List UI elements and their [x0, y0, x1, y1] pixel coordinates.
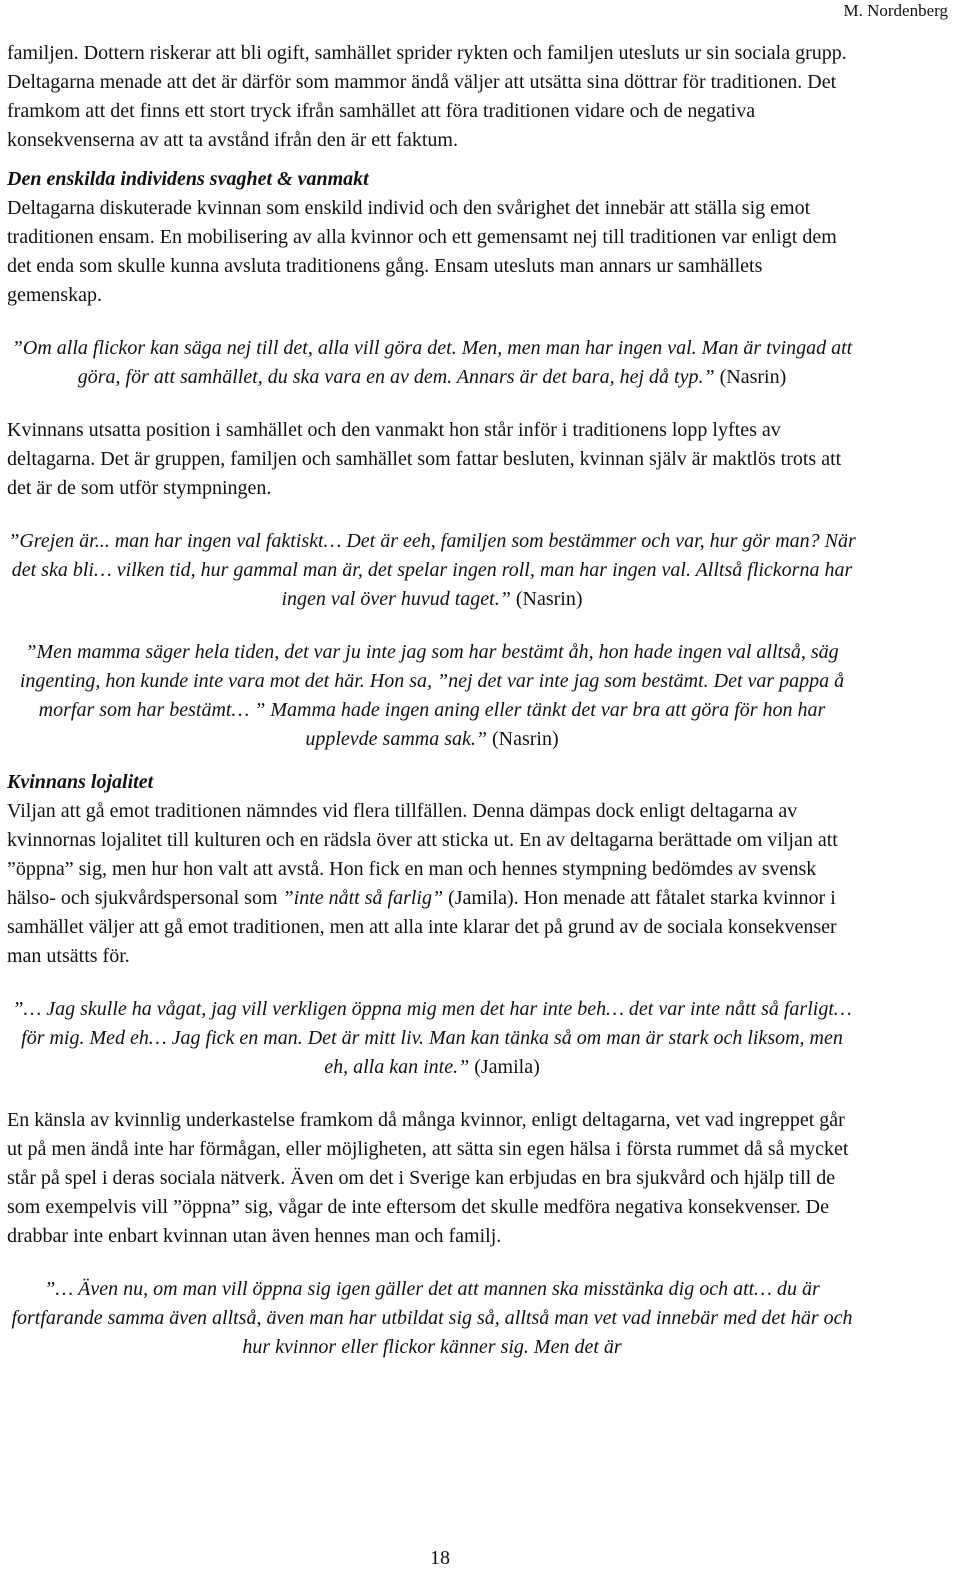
quote-3-text: ”Men mamma säger hela tiden, det var ju inte jag som har bestämt åh, hon hade ingen val alltså, säg ingenting, hon kunde inte vara mot det här. Hon sa, ”nej det var inte jag som bestämt. Det var pappa å morfar som har bestämt… ” Mamma hade ingen aning eller tänkt det var bra att göra för hon har upplevde samma sak.” [19, 641, 845, 750]
paragraph-2: Deltagarna diskuterade kvinnan som enskild individ och den svårighet det innebär att ställa sig emot traditionen ensam. En mobilisering av alla kvinnor och ett gemensamt nej till traditionen var enligt dem det enda som skulle kunna avsluta traditionens gång. Ensam utesluts man annars ur samhällets gemenskap. [7, 197, 837, 306]
quote-3-source: (Nasrin) [487, 728, 559, 750]
running-header-author: M. Nordenberg [843, 1, 948, 20]
paragraph-4-italic-quote: ”inte nått så farlig” [282, 887, 444, 909]
quote-4-source: (Jamila) [469, 1056, 540, 1078]
paragraph-5: En känsla av kvinnlig underkastelse framkom då många kvinnor, enligt deltagarna, vet vad ingreppet går ut på men ändå inte har förmågan, eller möjligheten, att sätta sin egen hälsa i första rummet då så mycket står på spel i deras sociala nätverk. Även om det i Sverige kan erbjudas en bra sjukvård och hjälp till de som exempelvis vill ”öppna” sig, vågar de inte eftersom det skulle medföra negativa konsekvenser. De drabbar inte enbart kvinnan utan även hennes man och familj. [7, 1109, 849, 1247]
quote-3 [7, 638, 857, 754]
quote-5-text: ”… Även nu, om man vill öppna sig igen gäller det att mannen ska misstänka dig och att… du är fortfarande samma även alltså, även man har utbildat sig så, alltså man vet vad innebär med det här och hur kvinnor eller flickor känner sig. Men det är [11, 1278, 853, 1358]
quote-4-text: ”… Jag skulle ha vågat, jag vill verkligen öppna mig men det har inte beh… det var inte nått så farligt… för mig. Med eh… Jag fick en man. Det är mitt liv. Man kan tänka så om man är stark och liksom, men eh, alla kan inte.” [12, 998, 852, 1078]
quote-4 [7, 995, 857, 1082]
quote-2 [7, 527, 857, 614]
quote-1-source: (Nasrin) [714, 366, 787, 388]
paragraph-4 [7, 797, 857, 971]
section-heading-individens-svaghet: Den enskilda individens svaghet & vanmakt [7, 168, 369, 190]
paragraph-3: Kvinnans utsatta position i samhället och den vanmakt hon står inför i traditionens lopp lyftes av deltagarna. Det är gruppen, familjen och samhället som fattar besluten, kvinnan själv är maktlös trots att det är de som utför stympningen. [7, 419, 842, 499]
quote-2-source: (Nasrin) [510, 588, 583, 610]
page-number: 18 [430, 1547, 450, 1569]
quote-1-text: ”Om alla flickor kan säga nej till det, alla vill göra det. Men, men man har ingen val. Man är tvingad att göra, för att samhället, du ska vara en av dem. Annars är det bara, hej då typ.” [11, 337, 853, 388]
paragraph-4-start: Viljan att gå emot traditionen nämndes vid flera tillfällen. Denna dämpas dock enligt deltagarna av kvinnornas lojalitet till kulturen och en rädsla över att sticka ut. En av deltagarna berättade om viljan att ”öppna” sig, men hur hon valt att avstå. Hon fick en man och hennes stympning bedömdes av svensk hälso- och sjukvårdspersonal som [7, 800, 838, 909]
paragraph-4-end: (Jamila). Hon menade att fåtalet starka kvinnor i samhället väljer att gå emot traditionen, men att alla inte klarar det på grund av de sociala konsekvenser man utsätts för. [7, 887, 837, 967]
paragraph-1: familjen. Dottern riskerar att bli ogift, samhället sprider rykten och familjen utesluts ur sin sociala grupp. Deltagarna menade att det är därför som mammor ändå väljer att utsätta sina döttrar för traditionen. Det framkom att det finns ett stort tryck ifrån samhället att föra traditionen vidare och de negativa konsekvenserna av att ta avstånd ifrån den är ett faktum. [7, 42, 847, 151]
section-heading-kvinnans-lojalitet: Kvinnans lojalitet [7, 771, 154, 793]
quote-5 [7, 1275, 857, 1362]
quote-1 [7, 334, 857, 392]
quote-2-text: ”Grejen är... man har ingen val faktiskt… Det är eeh, familjen som bestämmer och var, hur gör man? När det ska bli… vilken tid, hur gammal man är, det spelar ingen roll, man har ingen val. Alltså flickorna har ingen val över huvud taget.” [8, 530, 856, 610]
body-text [7, 39, 857, 1386]
